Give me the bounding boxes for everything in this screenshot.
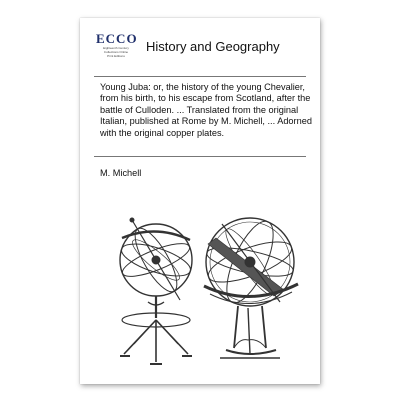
ecco-logo	[96, 32, 136, 76]
logo-line: Eighteenth Century	[103, 46, 129, 50]
book-title: Young Juba: or, the history of the young Chevalier, from his birth, to his escape from Scotland, after the battle of Culloden. ... Translated from the original Italian, published at Rome by M. Michell, ... Adorned with the original copper plates.	[100, 82, 312, 138]
series-title: History and Geography	[146, 39, 280, 54]
author-name: M. Michell	[100, 168, 142, 178]
armillary-sphere-right	[204, 215, 298, 358]
logo-line: Collections Online	[103, 50, 129, 54]
middle-divider	[94, 156, 306, 157]
logo-line: Print Editions	[107, 54, 125, 58]
top-divider	[94, 76, 306, 77]
armillary-sphere-left	[118, 218, 194, 364]
logo-mark: ECCO	[96, 31, 138, 46]
armillary-spheres-illustration	[98, 198, 308, 374]
book-cover	[80, 18, 320, 384]
